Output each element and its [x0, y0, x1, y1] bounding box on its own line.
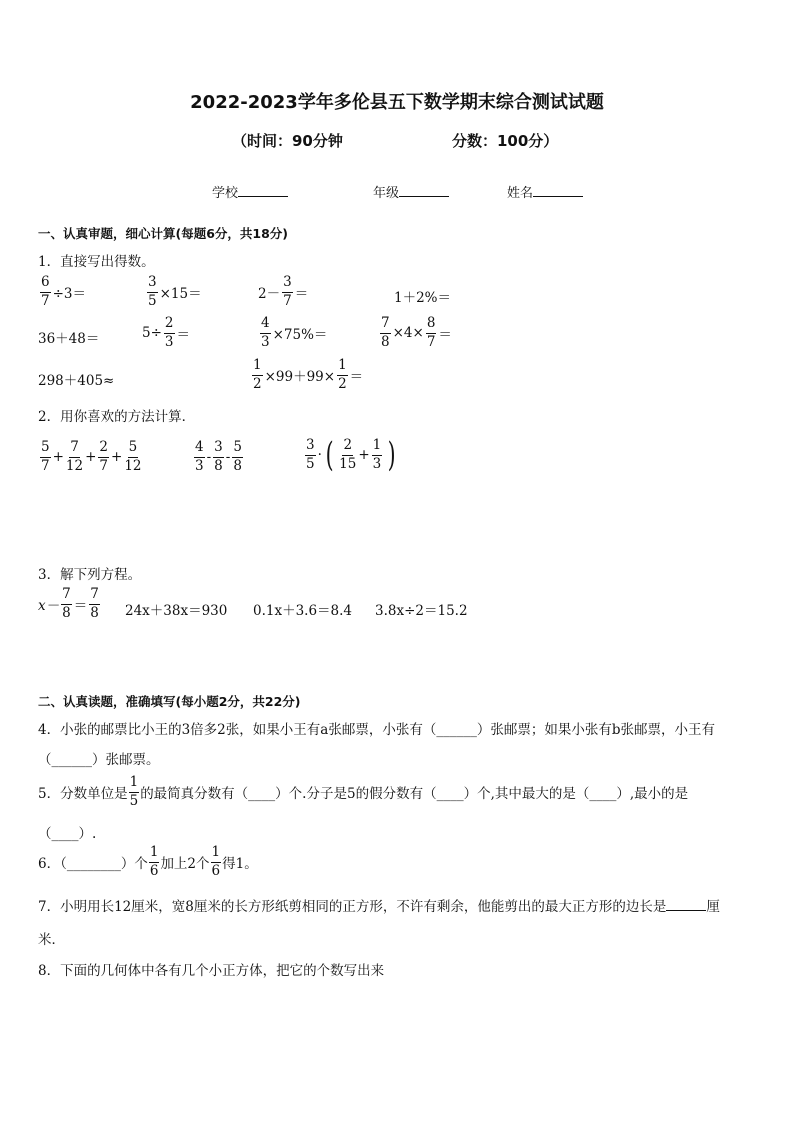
frac-den: 3	[372, 455, 382, 472]
op: +	[52, 449, 64, 465]
expr-text: ×4×	[392, 325, 424, 341]
frac-den: 6	[211, 862, 221, 879]
frac-num: 2	[98, 441, 109, 458]
frac-num: 1	[211, 846, 222, 863]
frac-num: 3	[147, 276, 158, 293]
frac-num: 5	[128, 441, 139, 458]
frac-den: 5	[148, 292, 157, 309]
frac-num: 4	[260, 317, 271, 334]
frac-den: 3	[164, 333, 174, 350]
q5-line1	[38, 776, 688, 808]
q2-expr-c	[303, 435, 400, 475]
op: +	[358, 447, 370, 463]
frac-den: 12	[124, 457, 142, 474]
frac-den: 7	[41, 457, 50, 474]
q7-blank[interactable]	[666, 898, 706, 911]
q3-eq-1	[38, 588, 102, 620]
op: +	[85, 449, 97, 465]
q2-title: 2．用你喜欢的方法计算．	[38, 409, 196, 425]
q1-expr-9	[38, 369, 114, 389]
q3-eq-4	[375, 599, 468, 619]
name-field	[507, 182, 583, 201]
frac-num: 7	[380, 317, 391, 334]
expr-text: ＝	[349, 369, 364, 385]
expr-text: 3.8x÷2＝15.2	[375, 603, 468, 619]
q7-line1	[38, 895, 720, 915]
frac-num: 1	[372, 439, 383, 456]
frac-den: 7	[283, 292, 292, 309]
q3-eq-2	[125, 599, 227, 619]
q6-text: 6．（________）个	[38, 856, 148, 872]
frac-den: 15	[339, 455, 357, 472]
frac-num: 1	[149, 846, 160, 863]
grade-field	[373, 182, 449, 201]
frac-den: 8	[62, 604, 71, 621]
frac-den: 8	[214, 457, 223, 474]
expr-text: 298＋405≈	[38, 373, 115, 389]
frac-den: 12	[65, 457, 84, 474]
expr-text: ＝	[438, 327, 452, 343]
q1-expr-3	[258, 276, 308, 308]
school-blank[interactable]	[238, 184, 288, 197]
expr-text: 24x＋38x＝930	[125, 603, 228, 619]
page-title: 2022-2023学年多伦县五下数学期末综合测试试题	[190, 92, 604, 113]
frac-num: 1	[129, 776, 140, 793]
q3-title: 3．解下列方程。	[38, 567, 142, 583]
grade-label: 年级	[373, 186, 400, 201]
q6-line	[38, 846, 258, 878]
right-paren: )	[387, 435, 396, 475]
frac-num: 7	[89, 588, 100, 605]
q2-expr-b	[192, 441, 245, 473]
op: -	[225, 449, 231, 465]
school-label: 学校	[212, 186, 239, 201]
left-paren: (	[325, 435, 334, 475]
frac-num: 7	[61, 588, 72, 605]
q7-text: 厘	[706, 899, 720, 915]
frac-num: 1	[337, 359, 348, 376]
expr-text: ×99＋99×	[264, 369, 336, 385]
q5-line2: （____）.	[38, 826, 97, 842]
q4-line1: 4．小张的邮票比小王的3倍多2张，如果小王有a张邮票，小张有（______）张邮票；如果小张有b张邮票，小王有	[38, 722, 715, 738]
frac-den: 2	[338, 375, 347, 392]
frac-num: 5	[232, 441, 243, 458]
q1-expr-10	[250, 359, 363, 391]
frac-den: 5	[306, 455, 315, 472]
expr-text: 5÷	[142, 325, 162, 341]
q6-text: 得1。	[222, 856, 258, 872]
expr-text: 0.1x＋3.6＝8.4	[253, 603, 353, 619]
q1-expr-1	[38, 276, 86, 308]
q4-line2: （______）张邮票。	[38, 752, 160, 768]
q2-expr-a	[38, 441, 144, 473]
frac-num: 2	[164, 317, 175, 334]
q8-line: 8．下面的几何体中各有几个小正方体，把它的个数写出来	[38, 963, 385, 979]
section1-heading: 一、认真审题，细心计算(每题6分，共18分)	[38, 226, 289, 241]
frac-den: 8	[233, 457, 242, 474]
frac-num: 5	[40, 441, 51, 458]
frac-num: 7	[69, 441, 80, 458]
q1-expr-7	[258, 317, 327, 349]
expr-text: 2－	[258, 286, 281, 302]
op: -	[206, 449, 212, 465]
expr-text: ＝	[176, 327, 190, 343]
expr-text: ÷3＝	[52, 286, 86, 302]
frac-den: 8	[90, 604, 99, 621]
q1-expr-6	[142, 317, 190, 349]
q7-line2: 米．	[38, 932, 65, 948]
op: +	[111, 449, 123, 465]
school-field	[212, 182, 288, 201]
name-blank[interactable]	[533, 184, 583, 197]
frac-den: 7	[426, 333, 436, 350]
frac-den: 7	[99, 457, 108, 474]
frac-den: 2	[253, 375, 262, 392]
frac-den: 3	[195, 457, 204, 474]
q5-text: 的最简真分数有（____）个.分子是5的假分数有（____）个,其中最大的是（____）,最小的是	[140, 786, 689, 802]
time-info: （时间：90分钟	[232, 132, 343, 150]
op: ·	[317, 447, 322, 463]
q1-expr-2	[145, 276, 202, 308]
expr-text: ＝	[294, 286, 309, 302]
expr-text: x－	[38, 598, 60, 614]
q3-eq-3	[253, 599, 352, 619]
q6-text: 加上2个	[160, 856, 210, 872]
expr-text: 36＋48＝	[38, 331, 100, 347]
frac-den: 6	[149, 862, 159, 879]
q1-expr-5	[38, 327, 99, 347]
q5-text: 5．分数单位是	[38, 786, 128, 802]
expr-text: ＝	[73, 598, 88, 614]
frac-num: 3	[213, 441, 224, 458]
grade-blank[interactable]	[399, 184, 449, 197]
frac-num: 2	[342, 439, 353, 456]
frac-num: 4	[194, 441, 205, 458]
frac-num: 8	[426, 317, 437, 334]
frac-den: 5	[129, 792, 139, 809]
q7-text: 7．小明用长12厘米，宽8厘米的长方形纸剪相同的正方形，不许有剩余，他能剪出的最大正方形的边长是	[38, 899, 667, 915]
expr-text: ×15＝	[159, 286, 202, 302]
score-info: 分数：100分）	[452, 132, 559, 150]
q1-expr-8	[378, 317, 452, 349]
frac-num: 3	[282, 276, 293, 293]
expr-text: 1＋2%＝	[394, 290, 452, 306]
frac-num: 1	[252, 359, 263, 376]
section2-heading: 二、认真读题，准确填写(每小题2分，共22分)	[38, 694, 301, 709]
frac-num: 3	[305, 439, 316, 456]
name-label: 姓名	[507, 186, 534, 201]
frac-num: 6	[40, 276, 51, 293]
expr-text: ×75%＝	[272, 327, 328, 343]
q1-expr-4	[394, 286, 451, 306]
frac-den: 3	[261, 333, 270, 350]
q1-title: 1．直接写出得数。	[38, 254, 155, 270]
frac-den: 7	[41, 292, 50, 309]
frac-den: 8	[381, 333, 390, 350]
